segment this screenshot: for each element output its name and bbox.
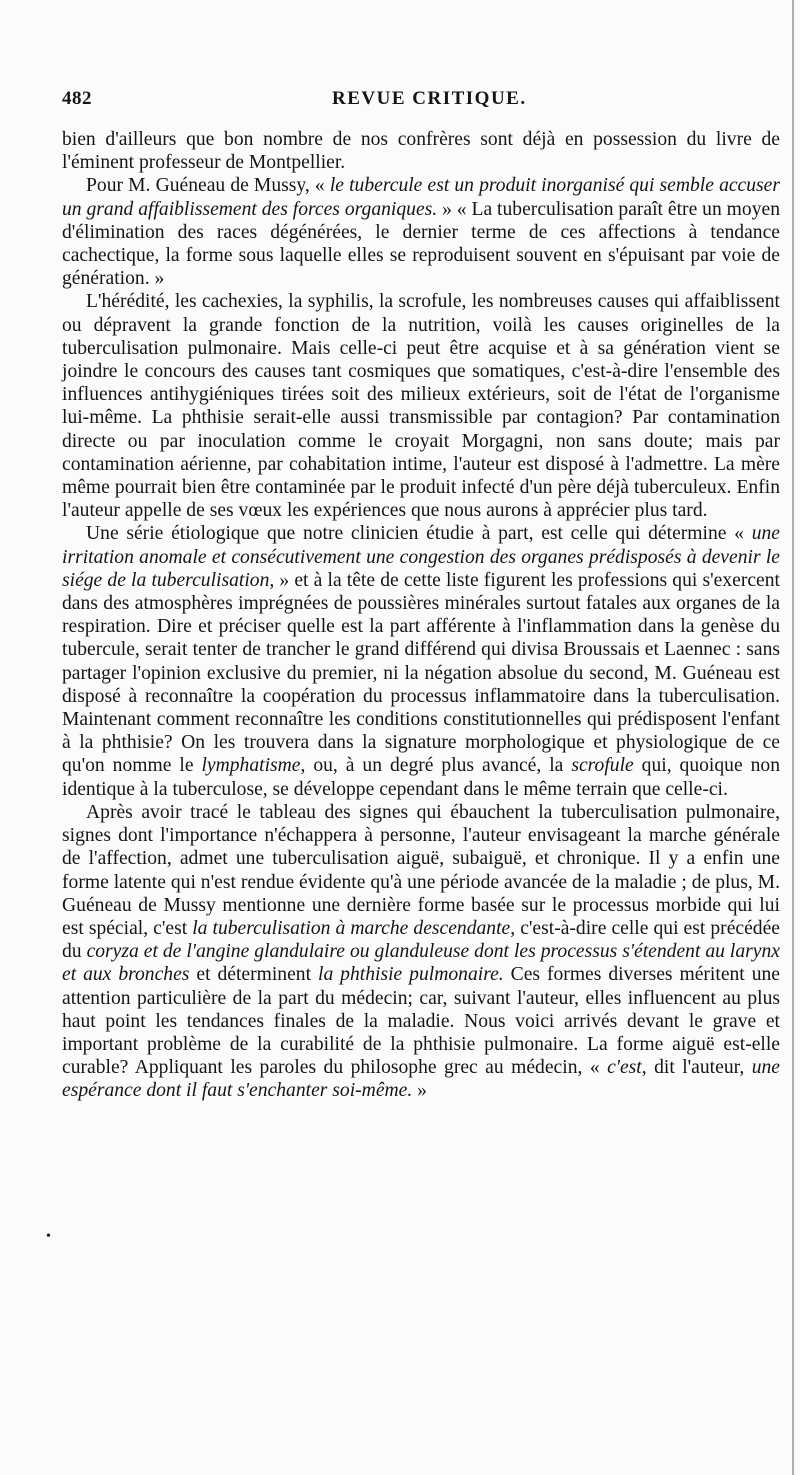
text-run: , ou, à un degré plus avancé, la	[300, 755, 572, 777]
italic-text-run: coryza et de l'angine glandulaire ou glanduleuse dont les processus s'étendent au larynx et aux bronches	[62, 941, 780, 986]
running-title: REVUE CRITIQUE.	[332, 88, 527, 109]
paragraph	[62, 174, 780, 290]
italic-text-run: la tuberculisation à marche descendante	[192, 917, 511, 939]
italic-text-run: scrofule	[571, 755, 634, 777]
text-run: » et à la tête de cette liste figurent les professions qui s'exercent dans des atmosphères imprégnées de poussières minérales surtout fatales aux organes de la respiration. Dire et préciser quelle est la part afférente à l'inflammation dans la genèse du tubercule, serait tenter de trancher le grand différend qui divisa Broussais et Laennec : sans partager l'opinion exclusive du premier, ni la négation absolue du second, M. Guéneau est disposé à reconnaître la coopération du processus inflammatoire dans la tuberculisation. Maintenant comment reconnaître les conditions constitutionnelles qui prédisposent l'enfant à la phthisie? On les trouvera dans la signature morphologique et physiologique de ce qu'on nomme le	[62, 569, 780, 777]
text-run: , c'est-à-dire celle qui est précédée du	[62, 917, 780, 963]
paragraph	[62, 522, 780, 800]
text-run: Une série étiologique que notre clinicien étudie à part, est celle qui détermine «	[86, 523, 752, 545]
text-run: »	[412, 1080, 427, 1102]
italic-text-run: une irritation anomale et consécutivement une congestion des organes prédisposés à devenir le siége de la tuberculisation,	[62, 523, 780, 591]
text-run: L'hérédité, les cachexies, la syphilis, la scrofule, les nombreuses causes qui affaiblissent ou dépravent la grande fonction de la nutrition, voilà les causes originelles de la tuberculisation pulmonaire. Mais celle-ci peut être acquise et à sa génération vient se joindre le concours des causes tant cosmiques que somatiques, c'est-à-dire l'ensemble des influences antihygiéniques tirées soit des milieux extérieurs, soit de l'état de l'organisme lui-même. La phthisie serait-elle aussi transmissible par contagion? Par contamination directe ou par inoculation comme le croyait Morgagni, non sans doute; mais par contamination aérienne, par cohabitation intime, l'auteur est disposé à l'admettre. La mère même pourrait bien être contaminée par le produit infecté d'un père déjà tuberculeux. Enfin l'auteur appelle de ses vœux les expériences que nous aurons à apprécier plus tard.	[62, 291, 780, 522]
italic-text-run: c'est	[607, 1057, 642, 1079]
page-header	[62, 88, 782, 116]
paragraph	[62, 801, 780, 1103]
italic-text-run: une espérance dont il faut s'enchanter soi-même.	[62, 1057, 780, 1102]
paragraph	[62, 128, 780, 174]
margin-bullet: •	[46, 1229, 51, 1244]
text-run: » « La tuberculisation paraît être un moyen d'élimination des races dégénérées, le dernier terme de ces affections à tendance cachectique, la forme sous laquelle elles se reproduisent souvent en s'épuisant par voie de génération. »	[62, 198, 780, 290]
italic-text-run: la phthisie pulmonaire.	[318, 964, 504, 986]
paragraph	[62, 290, 780, 522]
text-run: bien d'ailleurs que bon nombre de nos confrères sont déjà en possession du livre de l'éminent professeur de Montpellier.	[62, 129, 780, 174]
text-run: Après avoir tracé le tableau des signes qui ébauchent la tuberculisation pulmonaire, signes dont l'importance n'échappera à personne, l'auteur envisageant la marche générale de l'affection, admet une tuberculisation aiguë, subaiguë, et chronique. Il y a enfin une forme latente qui n'est rendue évidente qu'à une période avancée de la maladie ; de plus, M. Guéneau de Mussy mentionne une dernière forme basée sur le processus morbide qui lui est spécial, c'est	[62, 801, 780, 939]
page-number: 482	[62, 88, 92, 109]
text-run: Pour M. Guéneau de Mussy, «	[86, 175, 330, 197]
binding-edge-line	[792, 0, 794, 1475]
body-text	[62, 128, 780, 1103]
italic-text-run: lymphatisme	[201, 755, 301, 777]
text-run: , dit l'auteur,	[641, 1057, 752, 1079]
text-run: et déterminent	[189, 964, 318, 986]
text-run: Ces formes diverses méritent une attention particulière de la part du médecin; car, suivant l'auteur, elles influencent au plus haut point les tendances finales de la maladie. Nous voici arrivés devant le grave et important problème de la curabilité de la phthisie pulmonaire. La forme aiguë est-elle curable? Appliquant les paroles du philosophe grec au médecin, «	[62, 964, 780, 1079]
text-run: qui, quoique non identique à la tuberculose, se développe cependant dans le même terrain que celle-ci.	[62, 755, 780, 800]
italic-text-run: le tubercule est un produit inorganisé qui semble accuser un grand affaiblissement des forces organiques.	[62, 175, 780, 220]
